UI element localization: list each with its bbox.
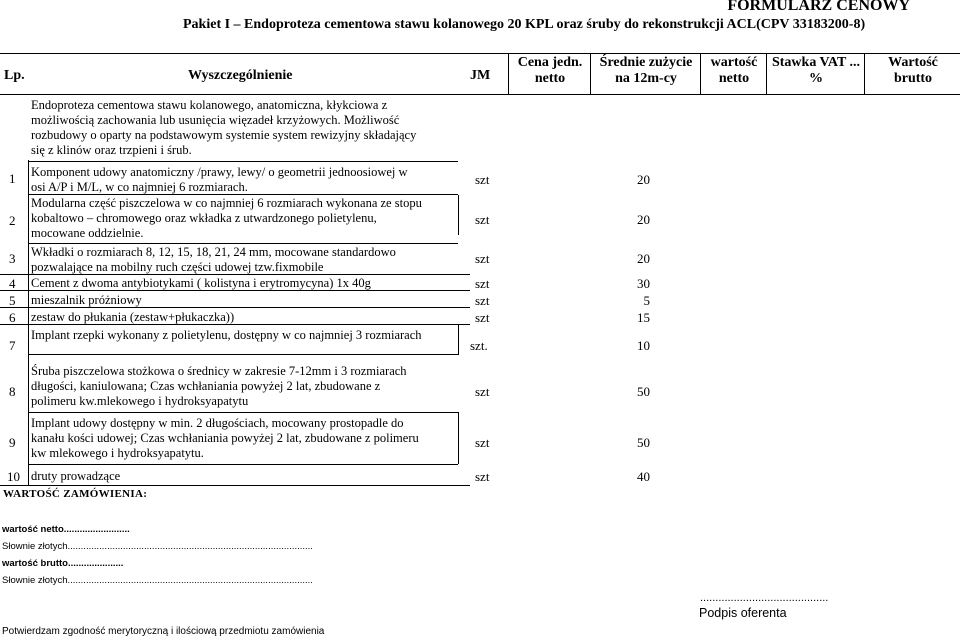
signature-label: Podpis oferenta [699, 606, 787, 620]
row-number: 9 [9, 435, 16, 450]
row-number: 6 [9, 310, 16, 325]
amount-in-words-line: Słownie złotych............................................................................................. [2, 541, 313, 552]
header-vat: Stawka VAT ... % [771, 55, 861, 86]
desc-rule [458, 195, 459, 235]
signature-dots: .......................................... [700, 592, 829, 604]
header-sep [590, 53, 591, 95]
net-value-line: wartość netto......................... [2, 524, 130, 535]
row-number: 8 [9, 384, 16, 399]
row-unit: szt [475, 384, 490, 399]
form-title: FORMULARZ CENOWY [727, 0, 910, 14]
row-quantity: 10 [637, 338, 650, 353]
amount-in-words-line: Słownie złotych............................................................................................. [2, 575, 313, 586]
row-description: Wkładki o rozmiarach 8, 12, 15, 18, 21, 24 mm, mocowane standardowo pozwalające na mobilny ruch części udowej tzw.fixmobile [31, 245, 396, 274]
row-unit: szt [475, 310, 490, 325]
row-description: zestaw do płukania (zestaw+płukaczka)) [31, 310, 235, 324]
header-bottom-rule [0, 94, 960, 95]
row-description: Modularna część piszczelowa w co najmniej 6 rozmiarach wykonana ze stopu kobaltowo – chromowego oraz wkładka z utwardzonego polietylenu, mocowane oddzielnie. [31, 196, 422, 240]
row-rule [28, 354, 458, 355]
row-quantity: 5 [643, 293, 650, 308]
header-gross-value: Wartość brutto [888, 55, 938, 86]
row-number: 3 [9, 251, 16, 266]
header-sep [864, 53, 865, 95]
desc-rule [458, 412, 459, 464]
row-number: 1 [9, 171, 16, 186]
row-unit: szt [475, 435, 490, 450]
row-description: Śruba piszczelowa stożkowa o średnicy w zakresie 7-12mm i 3 rozmiarach długości, kaniulowana; Czas wchłaniania powyżej 2 lat, zbudowane z polimeru kw.mlekowego i hydroksyapatytu [31, 364, 407, 408]
row-number: 4 [9, 276, 16, 291]
intro-description: Endoproteza cementowa stawu kolanowego, anatomiczna, kłykciowa z możliwością zachowania lub usunięcia więzadeł krzyżowych. Możliwość rozbudowy o oparty na podstawowym systemie system rewizyjny składający się z klinów oraz trzpieni i śrub. [31, 98, 417, 157]
row-unit: szt [475, 276, 490, 291]
row-description: Implant rzepki wykonany z polietylenu, dostępny w co najmniej 3 rozmiarach [31, 328, 422, 342]
row-quantity: 50 [637, 384, 650, 399]
header-net-value: wartość netto [710, 55, 758, 86]
row-rule [28, 464, 458, 465]
row-rule [28, 161, 458, 162]
desc-rule [458, 325, 459, 355]
row-quantity: 50 [637, 435, 650, 450]
header-jm: JM [470, 68, 491, 83]
row-unit: szt [475, 251, 490, 266]
row-unit: szt. [470, 338, 488, 353]
row-number: 7 [9, 338, 16, 353]
subtitle: Pakiet I – Endoproteza cementowa stawu kolanowego 20 KPL oraz śruby do rekonstrukcji ACL(CPV 33183200-8) [183, 17, 866, 32]
row-quantity: 30 [637, 276, 650, 291]
header-sep [766, 53, 767, 95]
row-number: 5 [9, 293, 16, 308]
row-number: 2 [9, 213, 16, 228]
row-description: mieszalnik próżniowy [31, 293, 142, 307]
row-unit: szt [475, 172, 490, 187]
header-usage: Średnie zużycie na 12m-cy [599, 55, 693, 86]
row-quantity: 20 [637, 212, 650, 227]
header-top-rule [0, 53, 960, 54]
row-number-rule [28, 160, 29, 485]
confirmation-text: Potwierdzam zgodność merytoryczną i ilościową przedmiotu zamówienia [2, 626, 325, 637]
row-rule [0, 485, 470, 486]
row-quantity: 40 [637, 469, 650, 484]
header-sep [508, 53, 509, 95]
header-unit-price: Cena jedn. netto [517, 55, 583, 86]
row-rule [28, 412, 458, 413]
row-unit: szt [475, 212, 490, 227]
order-value-label: WARTOŚĆ ZAMÓWIENIA: [3, 488, 148, 500]
row-quantity: 20 [637, 251, 650, 266]
row-unit: szt [475, 293, 490, 308]
header-sep [700, 53, 701, 95]
gross-value-line: wartość brutto..................... [2, 558, 124, 569]
header-lp: Lp. [4, 68, 25, 83]
row-rule [28, 243, 458, 244]
row-description: druty prowadzące [31, 469, 121, 483]
row-description: Komponent udowy anatomiczny /prawy, lewy/ o geometrii jednoosiowej w osi A/P i M/L, w co najmniej 6 rozmiarach. [31, 165, 408, 194]
header-description: Wyszczególnienie [188, 68, 293, 83]
row-quantity: 20 [637, 172, 650, 187]
row-unit: szt [475, 469, 490, 484]
row-quantity: 15 [637, 310, 650, 325]
row-description: Implant udowy dostępny w min. 2 długościach, mocowany prostopadle do kanału kości udowej; Czas wchłaniania powyżej 2 lat, zbudowane z polimeru kw mlekowego i hydroksyapatytu. [31, 416, 419, 460]
row-number: 10 [7, 469, 20, 484]
row-description: Cement z dwoma antybiotykami ( kolistyna i erytromycyna) 1x 40g [31, 276, 371, 290]
